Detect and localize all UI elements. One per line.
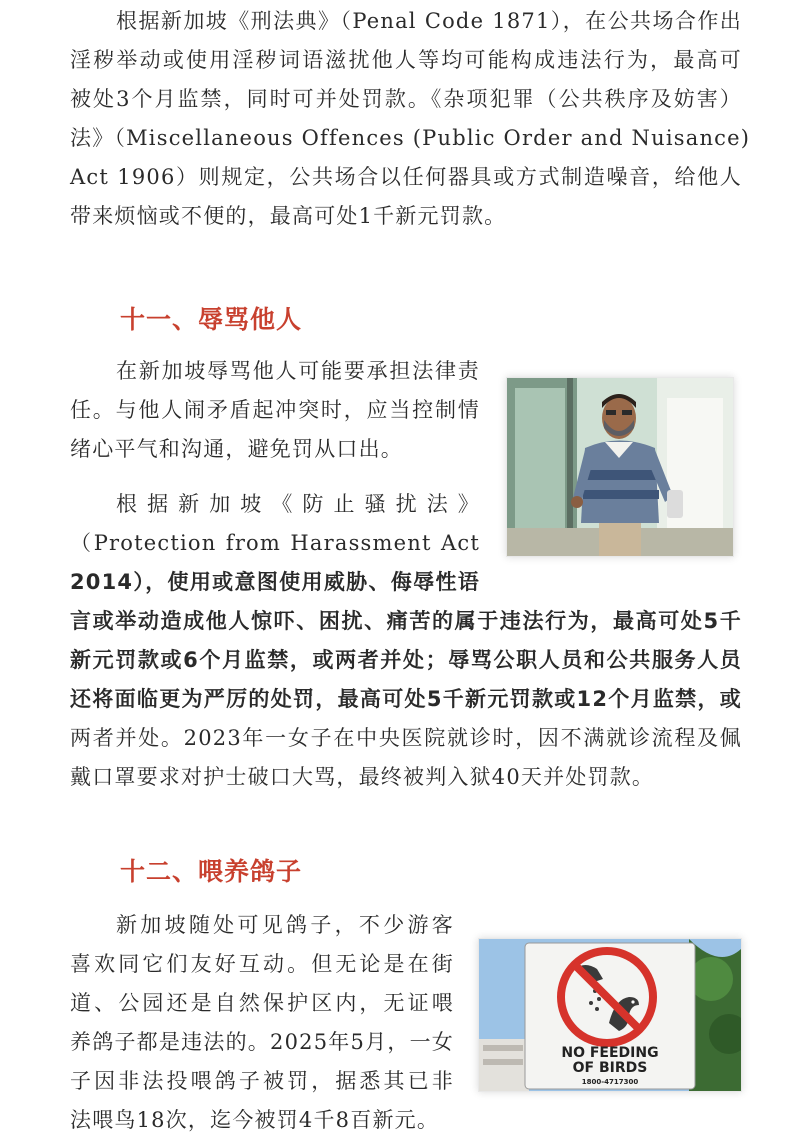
sign-text-line1: NO FEEDING — [561, 1045, 659, 1061]
section11-paragraph-1-cont — [70, 391, 480, 430]
section12-paragraph-cont — [70, 945, 454, 1101]
text-line: 新元罚款或6个月监禁，或两者并处；辱骂公职人员和公共服务人员 — [70, 648, 742, 672]
text-line: 法》（Miscellaneous Offences (Public Order and Nuisance) — [70, 126, 751, 150]
text-line: 子因非法投喂鸽子被罚，据悉其已非 — [70, 1069, 454, 1093]
section11-paragraph-2 — [116, 485, 480, 524]
intro-paragraph-cont — [70, 41, 751, 197]
sign-text-line2: OF BIRDS — [572, 1060, 648, 1076]
text-line: 法喂鸟18次，迄今被罚4千8百新元。 — [70, 1108, 440, 1132]
text-line: 新加坡随处可见鸽子，不少游客 — [116, 913, 454, 937]
sign-phone: 1800-4717300 — [581, 1078, 639, 1086]
text-line: 戴口罩要求对护士破口大骂，最终被判入狱40天并处罚款。 — [70, 765, 655, 789]
text-line: 言或举动造成他人惊吓、困扰、痛苦的属于违法行为，最高可处5千 — [70, 609, 742, 633]
section11-paragraph-2-tail — [70, 719, 742, 758]
text-line: 道、公园还是自然保护区内，无证喂 — [70, 991, 454, 1015]
section12-paragraph-end — [70, 1101, 454, 1140]
section12-paragraph — [70, 906, 454, 945]
text-line: 还将面临更为严厉的处罚，最高可处5千新元罚款或12个月监禁，或 — [70, 687, 742, 711]
intro-paragraph — [70, 2, 742, 41]
text-line: 2014），使用或意图使用威胁、侮辱性语 — [70, 570, 480, 594]
text-line: 带来烦恼或不便的，最高可处1千新元罚款。 — [70, 204, 507, 228]
text-line: 根据新加坡《防止骚扰法》 — [116, 492, 480, 516]
text-line: 喜欢同它们友好互动。但无论是在街 — [70, 952, 454, 976]
text-line: 根据新加坡《刑法典》（Penal Code 1871），在公共场合作出 — [116, 9, 742, 33]
no-feeding-birds-sign-photo — [478, 938, 742, 1092]
section-heading-11: 十一、辱骂他人 — [120, 305, 303, 334]
text-line: （Protection from Harassment Act — [70, 531, 480, 555]
section11-paragraph-2-end — [70, 758, 742, 797]
text-line: 两者并处。2023年一女子在中央医院就诊时，因不满就诊流程及佩 — [70, 726, 742, 750]
text-line: 养鸽子都是违法的。2025年5月，一女 — [70, 1030, 454, 1054]
text-line: 绪心平气和沟通，避免罚从口出。 — [70, 437, 403, 461]
section11-paragraph-1 — [70, 352, 480, 391]
section11-paragraph-1-end — [70, 430, 480, 469]
section11-paragraph-2-narrow — [70, 524, 480, 602]
text-line: 被处3个月监禁，同时可并处罚款。《杂项犯罪（公共秩序及妨害） — [70, 87, 742, 111]
text-line: 淫秽举动或使用淫秽词语滋扰他人等均可能构成违法行为，最高可 — [70, 48, 742, 72]
man-with-mask-photo — [506, 377, 734, 557]
section11-paragraph-2-wide — [70, 602, 742, 719]
text-line: 在新加坡辱骂他人可能要承担法律责 — [116, 359, 480, 383]
section-heading-12: 十二、喂养鸽子 — [120, 857, 303, 886]
no-feeding-sign-illustration — [479, 939, 741, 1091]
man-with-mask-illustration — [507, 378, 733, 556]
text-line: 任。与他人闹矛盾起冲突时，应当控制情 — [70, 398, 480, 422]
intro-paragraph-end — [70, 197, 742, 236]
text-line: Act 1906）则规定，公共场合以任何器具或方式制造噪音，给他人 — [70, 165, 742, 189]
